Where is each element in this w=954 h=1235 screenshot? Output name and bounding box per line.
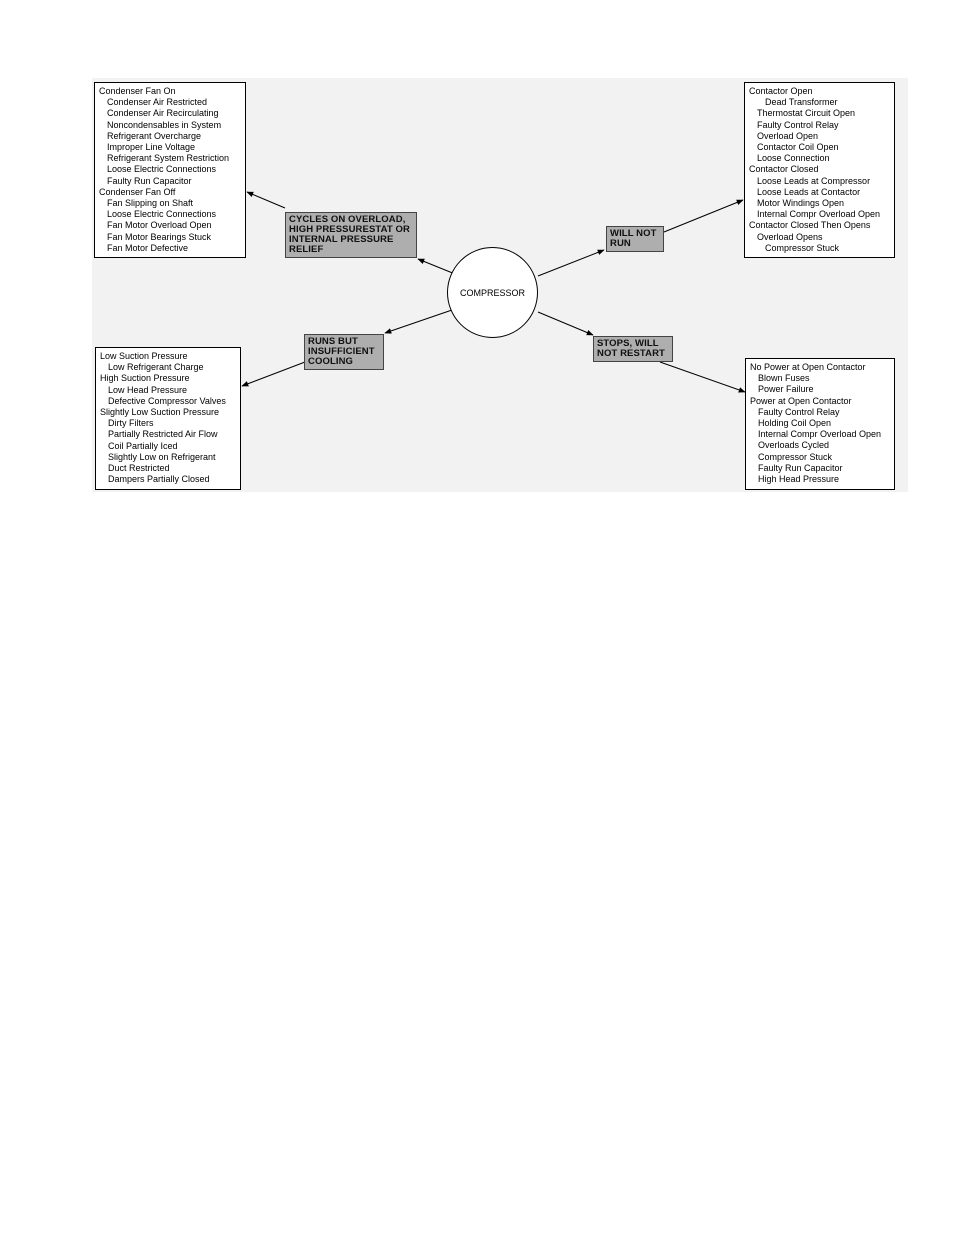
cause-item: Motor Windings Open xyxy=(757,198,845,209)
causes-box-bottom-left xyxy=(95,347,241,490)
cause-item: Fan Motor Bearings Stuck xyxy=(107,231,212,242)
connector-top-left-outer xyxy=(247,192,285,208)
cause-category: No Power at Open Contactor xyxy=(750,362,866,372)
cause-item: Improper Line Voltage xyxy=(107,142,196,153)
cause-category: Power at Open Contactor xyxy=(750,395,852,406)
cause-item: Holding Coil Open xyxy=(758,418,832,429)
connector-bottom-left-outer xyxy=(242,362,305,386)
cause-item: Contactor Coil Open xyxy=(757,142,839,153)
cause-category: Low Suction Pressure xyxy=(100,351,188,361)
cause-item: Defective Compressor Valves xyxy=(108,395,226,406)
cause-item: Fan Motor Defective xyxy=(107,242,189,253)
connector-bottom-right-outer xyxy=(660,362,745,392)
causes-box-top-right xyxy=(744,82,895,258)
cause-item: Loose Electric Connections xyxy=(107,164,217,175)
cause-item: Coil Partially Iced xyxy=(108,440,178,451)
cause-item: Slightly Low on Refrigerant xyxy=(108,451,216,462)
cause-category: Slightly Low Suction Pressure xyxy=(100,407,220,418)
cause-item: Loose Electric Connections xyxy=(107,209,217,220)
cause-item: Low Refrigerant Charge xyxy=(108,362,204,373)
cause-item: Thermostat Circuit Open xyxy=(757,108,856,119)
cause-item: Internal Compr Overload Open xyxy=(757,209,881,220)
cause-item: Overload Opens xyxy=(757,231,823,242)
cause-item: Loose Leads at Compressor xyxy=(757,175,871,186)
cause-item: Dirty Filters xyxy=(108,418,154,429)
cause-item: Power Failure xyxy=(758,384,814,395)
cause-category: Contactor Closed xyxy=(749,164,819,175)
causes-box-top-left xyxy=(94,82,246,258)
cause-category: Condenser Fan Off xyxy=(99,186,176,197)
cause-item: Noncondensables in System xyxy=(107,119,222,130)
cause-item: Faulty Run Capacitor xyxy=(107,175,192,186)
cause-item: Partially Restricted Air Flow xyxy=(108,429,218,440)
connector-top-right-inner xyxy=(538,250,604,276)
cause-category: High Suction Pressure xyxy=(100,373,190,384)
cause-category: Contactor Closed Then Opens xyxy=(749,220,871,231)
connector-top-left-inner xyxy=(418,259,455,274)
symptom-cycles-on-overload: CYCLES ON OVERLOAD, HIGH PRESSURESTAT OR INTERNAL PRESSURE RELIEF xyxy=(285,212,417,258)
symptom-runs-but-insufficient-cooling: RUNS BUT INSUFFICIENT COOLING xyxy=(304,334,384,370)
connector-bottom-right-inner xyxy=(538,312,593,335)
cause-item: Faulty Run Capacitor xyxy=(758,462,843,473)
cause-item: Internal Compr Overload Open xyxy=(758,429,882,440)
cause-item: High Head Pressure xyxy=(758,474,840,485)
cause-item: Loose Connection xyxy=(757,153,830,164)
cause-item: Dampers Partially Closed xyxy=(108,474,210,485)
cause-item: Blown Fuses xyxy=(758,373,810,384)
cause-item: Low Head Pressure xyxy=(108,384,188,395)
cause-item: Duct Restricted xyxy=(108,463,170,474)
cause-item: Fan Motor Overload Open xyxy=(107,220,212,231)
connector-bottom-left-inner xyxy=(385,310,452,333)
cause-item: Overloads Cycled xyxy=(758,440,830,451)
cause-item: Condenser Air Recirculating xyxy=(107,108,219,119)
causes-box-bottom-right xyxy=(745,358,895,490)
cause-item: Faulty Control Relay xyxy=(758,406,840,417)
connector-top-right-outer xyxy=(664,200,743,232)
cause-item: Refrigerant System Restriction xyxy=(107,153,230,164)
cause-item: Condenser Air Restricted xyxy=(107,97,208,108)
compressor-label: COMPRESSOR xyxy=(459,287,525,298)
cause-item: Refrigerant Overcharge xyxy=(107,130,202,141)
cause-item: Faulty Control Relay xyxy=(757,119,839,130)
cause-item: Loose Leads at Contactor xyxy=(757,186,861,197)
symptom-will-not-run: WILL NOT RUN xyxy=(606,226,664,252)
cause-item: Overload Open xyxy=(757,130,819,141)
cause-category: Condenser Fan On xyxy=(99,86,176,96)
cause-category: Contactor Open xyxy=(749,86,813,96)
cause-item: Dead Transformer xyxy=(765,97,838,108)
compressor-node xyxy=(447,247,538,338)
cause-item: Compressor Stuck xyxy=(758,451,833,462)
cause-item: Fan Slipping on Shaft xyxy=(107,198,194,209)
cause-item: Compressor Stuck xyxy=(765,242,840,253)
symptom-stops-will-not-restart: STOPS, WILL NOT RESTART xyxy=(593,336,673,362)
